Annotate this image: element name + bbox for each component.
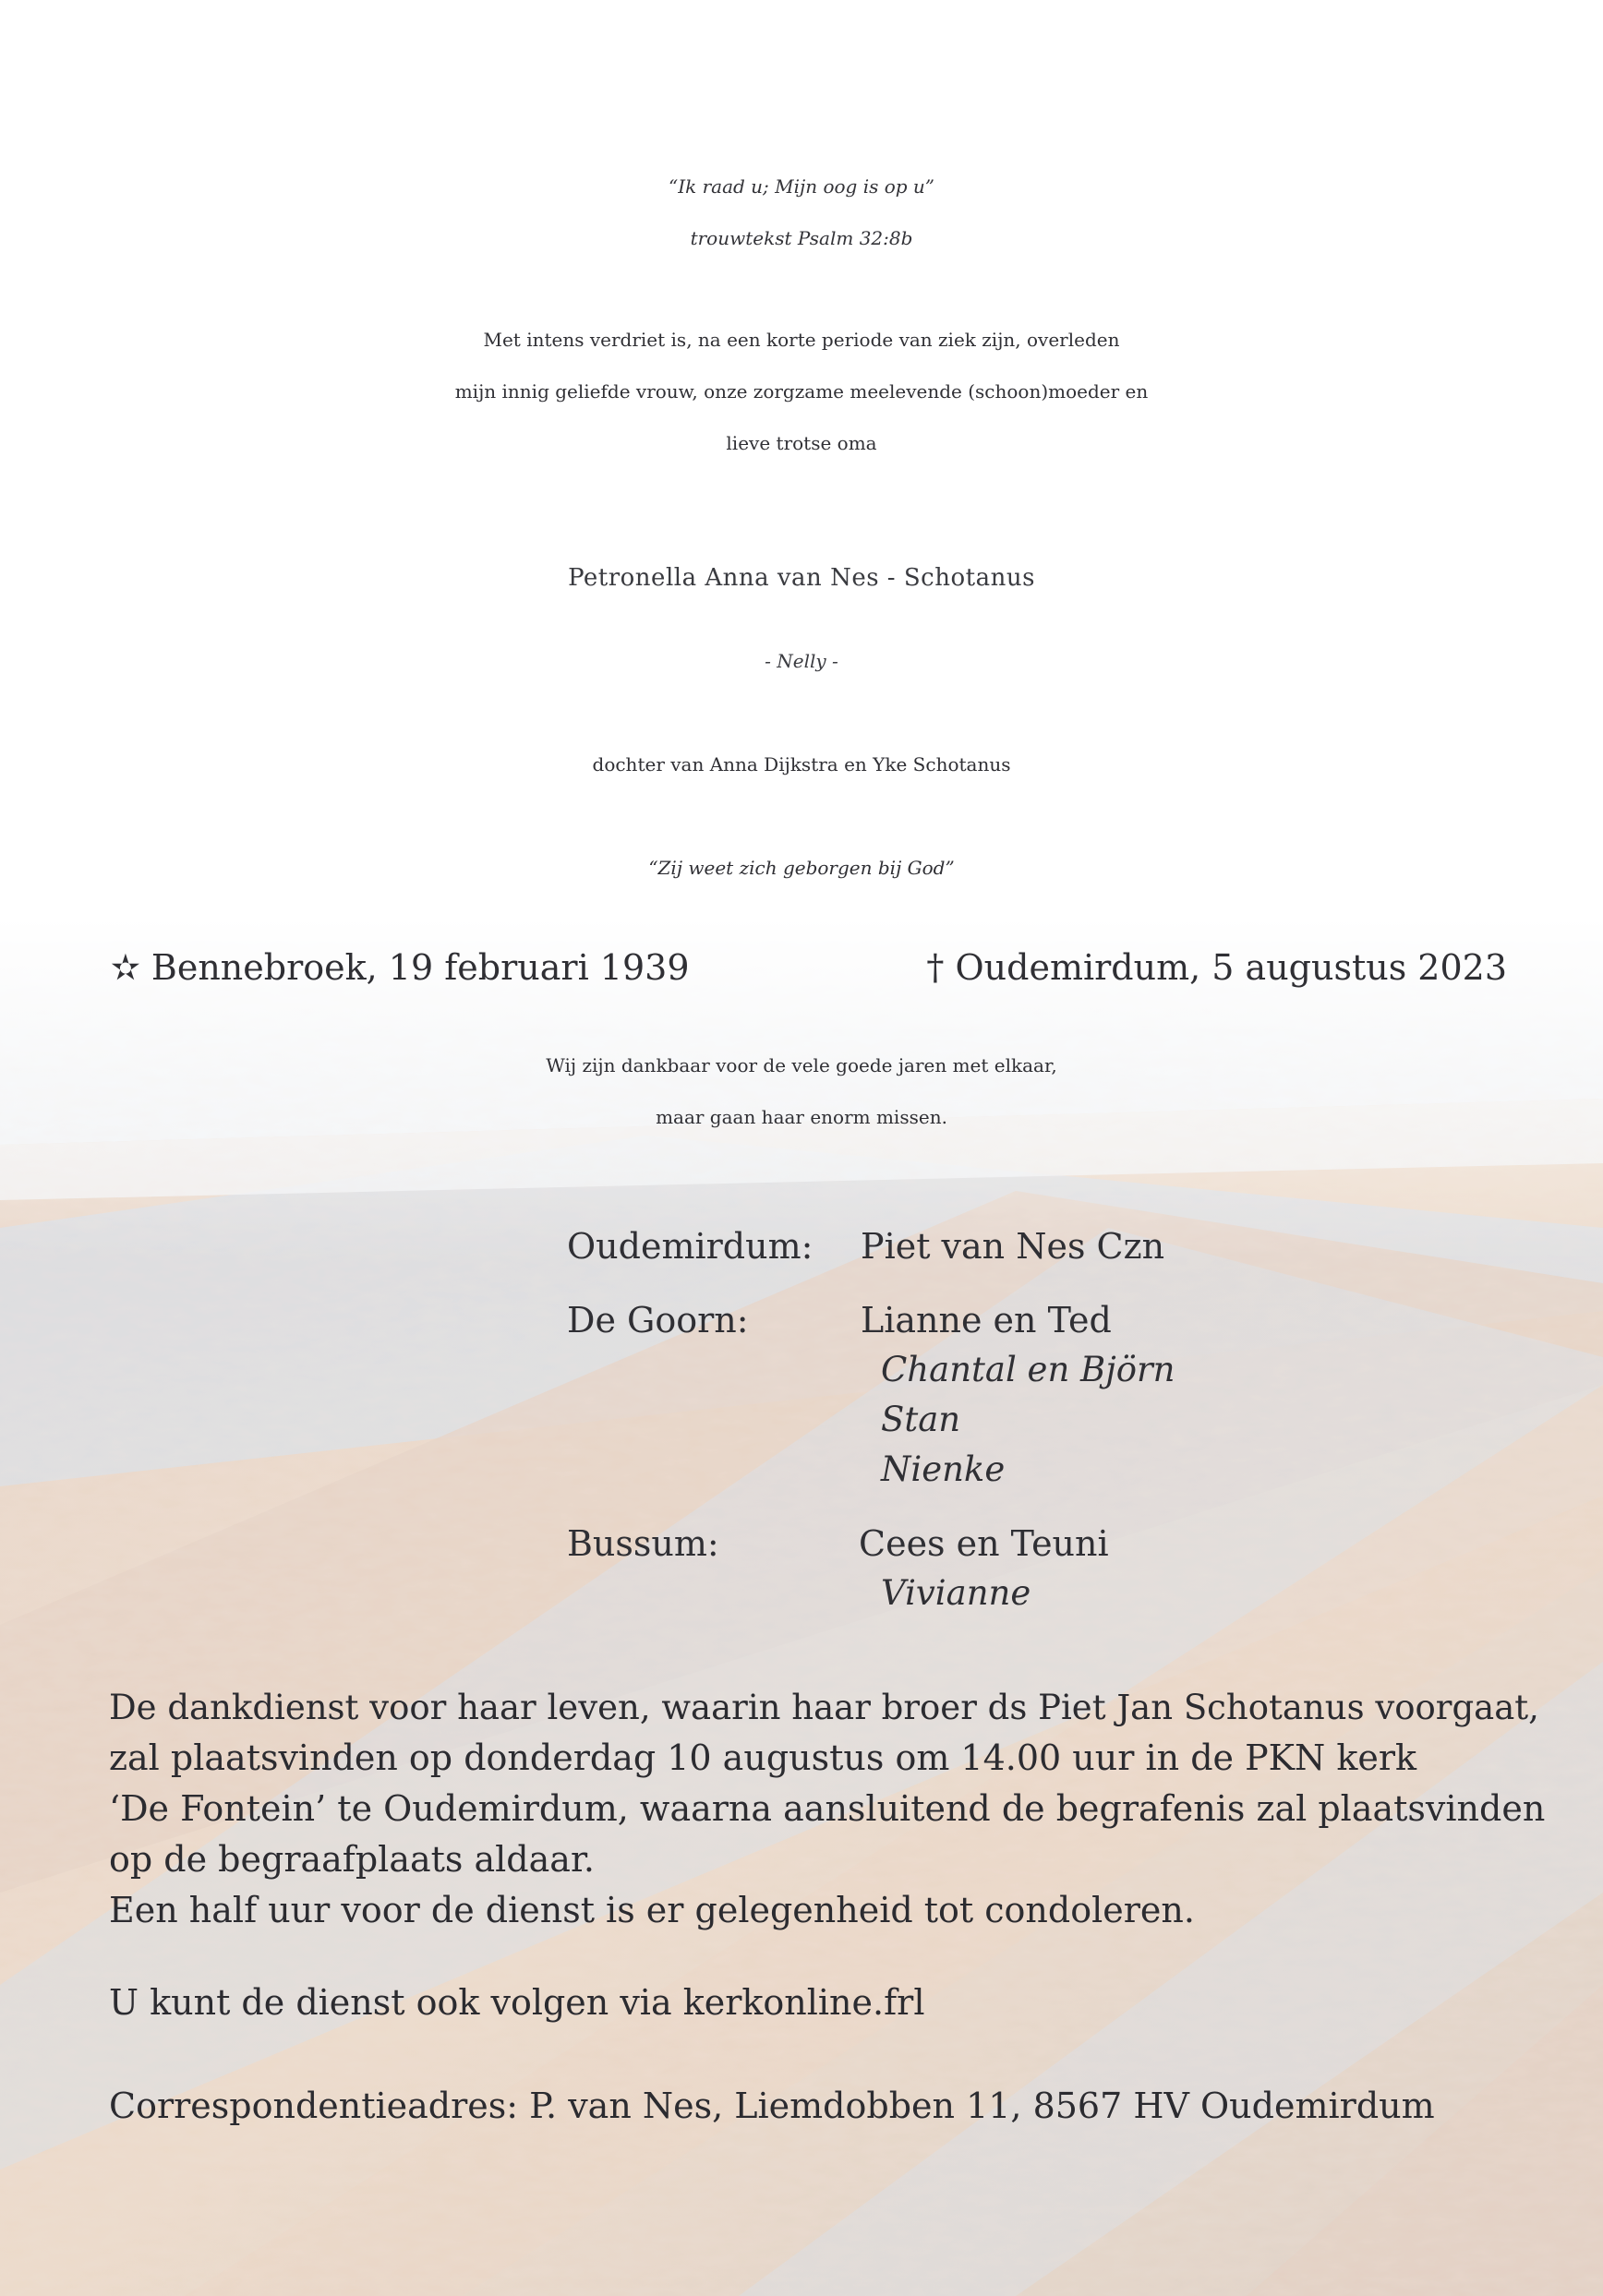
grandchild-name: Vivianne [881,1573,1031,1613]
verse-quote: “Ik raad u; Mijn oog is op u” [668,175,935,198]
death-date: † Oudemirdum, 5 augustus 2023 [926,947,1507,988]
service-line-3: ‘De Fontein’ te Oudemirdum, waarna aansluitend de begrafenis zal plaatsvinden [109,1788,1546,1829]
gratitude-line-2: maar gaan haar enorm missen. [656,1106,947,1128]
deceased-nickname: - Nelly - [765,650,838,672]
family-place: Bussum: [567,1523,719,1564]
service-line-1: De dankdienst voor haar leven, waarin haar broer ds Piet Jan Schotanus voorgaat, [109,1688,1539,1727]
online-stream-note: U kunt de dienst ook volgen via kerkonline.frl [109,1982,925,2023]
service-line-5: Een half uur voor de dienst is er gelegenheid tot condoleren. [109,1890,1195,1930]
verse-reference: trouwtekst Psalm 32:8b [690,227,913,249]
family-names: Cees en Teuni [859,1523,1109,1564]
family-names: Lianne en Ted [861,1300,1112,1340]
deceased-name: Petronella Anna van Nes - Schotanus [568,564,1035,592]
grandchild-name: Chantal en Björn [881,1350,1175,1389]
correspondence-address: Correspondentieadres: P. van Nes, Liemdobben 11, 8567 HV Oudemirdum [109,2086,1435,2126]
family-names: Piet van Nes Czn [861,1226,1165,1267]
birth-date: ✫ Bennebroek, 19 februari 1939 [111,947,690,988]
service-line-2: zal plaatsvinden op donderdag 10 augustus om 14.00 uur in de PKN kerk [109,1737,1417,1778]
gratitude-line-1: Wij zijn dankbaar voor de vele goede jaren met elkaar, [546,1054,1057,1076]
service-line-4: op de begraafplaats aldaar. [109,1839,596,1880]
intro-line-2: mijn innig geliefde vrouw, onze zorgzame meelevende (schoon)moeder en [454,380,1149,403]
motto-quote: “Zij weet zich geborgen bij God” [648,857,955,879]
parents-line: dochter van Anna Dijkstra en Yke Schotanus [592,753,1011,775]
intro-line-3: lieve trotse oma [726,432,877,454]
grandchild-name: Nienke [881,1449,1006,1489]
family-place: De Goorn: [567,1300,749,1340]
grandchild-name: Stan [881,1400,961,1439]
intro-line-1: Met intens verdriet is, na een korte periode van ziek zijn, overleden [483,329,1120,351]
family-place: Oudemirdum: [567,1226,814,1267]
